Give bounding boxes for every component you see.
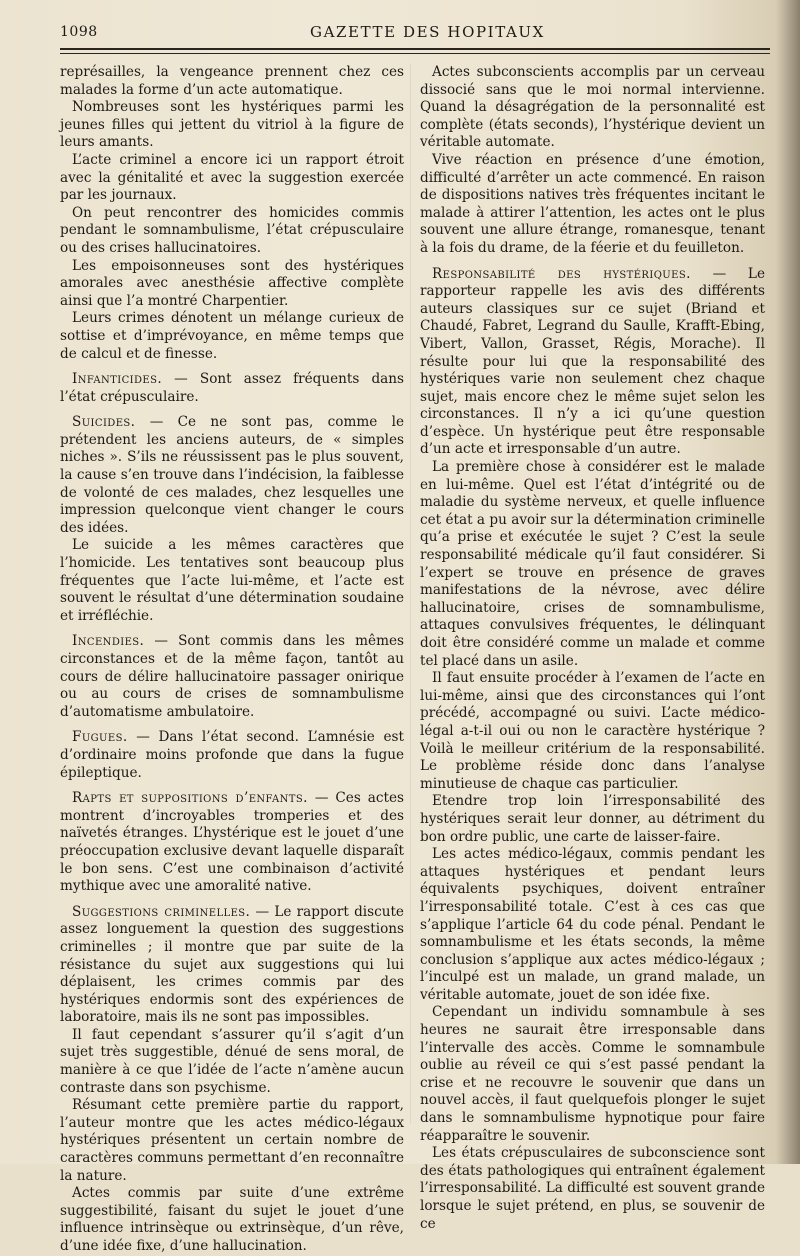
section-heading: Suicides. [72, 414, 136, 431]
section-text: — Le rapporteur rappelle les avis des différents auteurs classiques sur ce sujet (Briand et Chaudé, Fabret, Legrand du Saulle, Krafft-Ebing, Vibert, Vallon, Grasset, Régis, Morache). Il résulte pour lui que la responsabilité des hystériques varie non seulement chez chaque sujet, mais encore chez le même sujet selon les circonstances. Il n’y a ici qu’une question d’espèce. Un hystérique peut être responsable d’un acte et irresponsable d’un autre. [420, 265, 765, 458]
header-rule-thin [60, 53, 770, 54]
section-heading: Fugues. [72, 729, 128, 746]
running-title: GAZETTE DES HOPITAUX [310, 23, 545, 41]
section-text: — Ces actes montrent d’incroyables tromperies et des naïvetés étranges. L’hystérique est le jouet d’une préoccupation exclusive devant laquelle disparaît le bon sens. C’est une combinaison d’activité mythique avec une amoralité native. [60, 790, 404, 895]
right-column [420, 64, 765, 1233]
paragraph: Les états crépusculaires de subconscience sont des états pathologiques qui entraînent également l’irresponsabilité. La difficulté est souvent grande lorsque le sujet prétend, en plus, se souvenir de ce [420, 1145, 765, 1232]
paragraph: Vive réaction en présence d’une émotion, difficulté d’arrêter un acte commencé. En raison de dispositions natives très fréquentes incitant le malade à attirer l’attention, les actes ont le plus souvent une allure étrange, romanesque, tenant à la fois du drame, de la féerie et du feuilleton. [420, 151, 765, 256]
section-heading: Incendies. [72, 633, 145, 650]
paragraph: Actes subconscients accomplis par un cerveau dissocié sans que le moi normal intervienne. Quand la désagrégation de la personnalité est complète (états seconds), l’hystérique devient un véritable automate. [420, 64, 765, 151]
left-column [60, 64, 404, 1256]
paragraph: Actes commis par suite d’une extrême suggestibilité, faisant du sujet le jouet d’une influence intrinsèque ou extrinsèque, d’un rêve, d’une idée fixe, d’une hallucination. [60, 1185, 404, 1254]
header-rule-thick [60, 48, 770, 50]
paragraph: Leurs crimes dénotent un mélange curieux de sottise et d’imprévoyance, en même temps que de calcul et de finesse. [60, 310, 404, 362]
section-heading: Infanticides. [72, 371, 163, 388]
paragraph: Nombreuses sont les hystériques parmi les jeunes filles qui jettent du vitriol à la figure de leurs amants. [60, 99, 404, 151]
paragraph: Les empoisonneuses sont des hystériques amorales avec anesthésie affective complète ainsi que l’a montré Charpentier. [60, 257, 404, 309]
section-paragraph [60, 414, 404, 537]
paragraph: On peut rencontrer des homicides commis pendant le somnambulisme, l’état crépusculaire ou des crises hallucinatoires. [60, 204, 404, 256]
paragraph: Le suicide a les mêmes caractères que l’homicide. Les tentatives sont beaucoup plus fréquentes que l’acte lui-même, et l’acte est souvent le résultat d’une détermination soudaine et irréfléchie. [60, 537, 404, 624]
paragraph: Cependant un individu somnambule à ses heures ne saurait être irresponsable dans l’intervalle des accès. Comme le somnambule oublie au réveil ce qui s’est passé pendant la crise et ne recouvre le souvenir que dans un nouvel accès, il faut quelquefois plonger le sujet dans le somnambulisme hypnotique pour faire réapparaître le souvenir. [420, 1004, 765, 1144]
paragraph: La première chose à considérer est le malade en lui-même. Quel est l’état d’intégrité ou de maladie du système nerveux, et quelle influence cet état a pu avoir sur la détermination criminelle qu’a prise et exécutée le sujet ? C’est la seule responsabilité médicale qu’il faut considérer. Si l’expert se trouve en présence de graves manifestations de la névrose, avec délire hallucinatoire, crises de somnambulisme, attaques convulsives fréquentes, le délinquant doit être considéré comme un malade et comme tel placé dans un asile. [420, 459, 765, 669]
section-text: — Ce ne sont pas, comme le prétendent les anciens auteurs, de « simples niches ». S’ils ne réussissent pas le plus souvent, la cause s’en trouve dans l’indécision, la faiblesse de volonté de ces malades, chez lesquelles une impression quelconque vient changer le cours des idées. [60, 414, 404, 536]
paragraph: L’acte criminel a encore ici un rapport étroit avec la génitalité et avec la suggestion exercée par les journaux. [60, 151, 404, 204]
section-paragraph [420, 266, 765, 460]
paragraph: Les actes médico-légaux, commis pendant les attaques hystériques et pendant leurs équivalents psychiques, doivent entraîner l’irresponsabilité totale. C’est à ces cas que s’applique l’article 64 du code pénal. Pendant le somnambulisme et les états seconds, la même conclusion s’applique aux actes médico-légaux ; l’inculpé est un malade, un grand malade, un véritable automate, jouet de son idée fixe. [420, 846, 765, 1003]
page-number: 1098 [60, 24, 98, 40]
section-paragraph [60, 371, 404, 406]
section-heading: Suggestions criminelles. [72, 903, 251, 920]
section-text: — Sont commis dans les mêmes circonstances et de la même façon, tantôt au cours de délire hallucinatoire passager onirique ou au cours de crises de somnambulisme d’automatisme ambulatoire. [60, 633, 404, 720]
section-text: — Sont assez fréquents dans l’état crépusculaire. [60, 371, 404, 405]
section-paragraph [60, 729, 404, 782]
section-text: — Dans l’état second. L’amnésie est d’ordinaire moins profonde que dans la fugue épileptique. [60, 729, 404, 781]
column-gutter [410, 64, 411, 1124]
section-heading: Rapts et suppositions d’enfants. [72, 790, 308, 807]
section-paragraph [60, 633, 404, 721]
paragraph: Il faut cependant s’assurer qu’il s’agit d’un sujet très suggestible, dénué de sens moral, de manière à ce que l’idée de l’acte n’amène aucun contraste dans son psychisme. [60, 1026, 404, 1096]
section-text: — Le rapport discute assez longuement la question des suggestions criminelles ; il montre que par suite de la résistance du sujet aux suggestions qui lui déplaisent, les crimes commis par des hystériques endormis sont des expériences de laboratoire, mais ils ne sont pas impossibles. [60, 903, 404, 1026]
section-paragraph [60, 790, 404, 896]
paragraph: représailles, la vengeance prennent chez ces malades la forme d’un acte automatique. [60, 64, 404, 98]
paragraph: Etendre trop loin l’irresponsabilité des hystériques serait leur donner, au détriment du bon ordre public, une carte de laisser-faire. [420, 793, 765, 845]
paragraph: Résumant cette première partie du rapport, l’auteur montre que les actes médico-légaux hystériques présentent un certain nombre de caractères communs permettant d’en reconnaître la nature. [60, 1097, 404, 1184]
page-header [60, 20, 780, 46]
paragraph: Il faut ensuite procéder à l’examen de l’acte en lui-même, ainsi que des circonstances qui l’ont précédé, accompagné ou suivi. L’acte médico-légal a-t-il oui ou non le caractère hystérique ? Voilà le meilleur critérium de la responsabilité. Le problème réside donc dans l’analyse minutieuse de chaque cas particulier. [420, 670, 765, 792]
section-paragraph [60, 904, 404, 1027]
section-heading: Responsabilité des hystériques. [432, 265, 691, 282]
